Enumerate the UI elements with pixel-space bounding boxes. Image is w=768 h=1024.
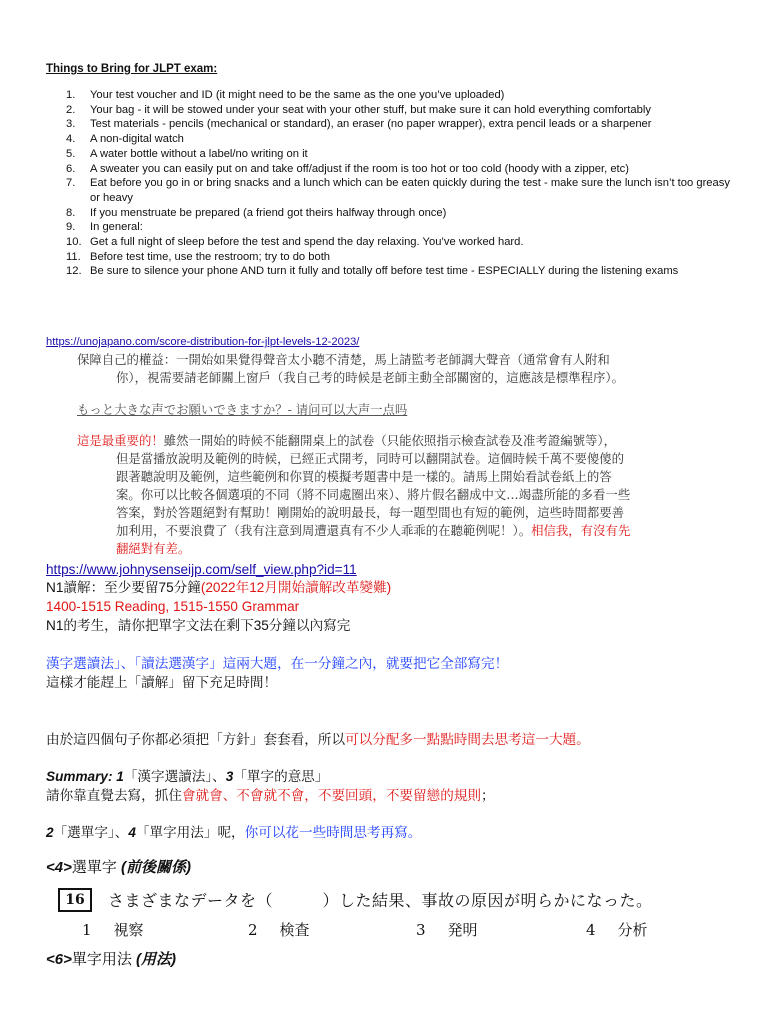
- list-item-text: Your test voucher and ID (it might need to be the same as the one you’ve uploaded): [90, 89, 505, 101]
- summary-line: [46, 768, 329, 785]
- summary-label: Summary:: [46, 769, 113, 784]
- list-item-text: Before test time, use the restroom; try to do both: [90, 250, 331, 263]
- list-item-number: 10.: [66, 236, 82, 249]
- louder-request-phrase: もっと大きな声でお願いできますか？- 请问可以大声一点吗: [77, 402, 408, 417]
- intuition-rule: 會就會、不會就不會，不要回頭，不要留戀的規則: [181, 788, 481, 803]
- n1-reading-time: [46, 579, 391, 596]
- important-line-6-text: 加利用，不要浪費了（我有注意到周遭還真有不少人乖乖的在聽範例呢！）。: [116, 523, 532, 538]
- things-to-bring-list: [46, 88, 736, 279]
- intuition-end: ；: [481, 788, 495, 803]
- important-line-1: 雖然一開始的時候不能翻開桌上的試卷（只能依照指示檢查試卷及准考證編號等），: [163, 433, 616, 448]
- list-item: [46, 88, 736, 103]
- list-item: [46, 235, 736, 250]
- important-line-3: 跟著聽說明及範例，這些範例和你買的模擬考題書中是一樣的。請馬上開始看試卷紙上的答: [116, 469, 612, 484]
- list-item-number: 11.: [66, 250, 81, 263]
- list-item-number: 4.: [66, 133, 76, 146]
- important-paragraph: [77, 432, 727, 558]
- select-advice: 你可以花一些時間思考再寫。: [244, 825, 422, 840]
- list-item-number: 9.: [66, 221, 76, 234]
- list-item: [46, 117, 736, 132]
- four-sentences-note: [46, 731, 590, 748]
- option-text: 発明: [447, 921, 478, 939]
- list-item-text: Be sure to silence your phone AND turn it fully and totally off before test time - ESPECIALLY during the listening exams: [90, 265, 679, 278]
- option-number: 3: [416, 921, 426, 939]
- option-text: 視察: [113, 921, 144, 939]
- question-option: [248, 919, 310, 940]
- unojapano-link[interactable]: https://unojapano.com/score-distribution-for-jlpt-levels-12-2023/: [46, 336, 360, 348]
- important-line-6: [77, 522, 727, 540]
- list-item: [46, 206, 736, 221]
- four-sentences-emphasis: 可以分配多一點點時間去思考這一大題。: [345, 732, 590, 747]
- option-text: 分析: [617, 921, 648, 939]
- question-option: [416, 919, 478, 940]
- intuition-text: 請你靠直覺去寫，抓住: [46, 788, 182, 803]
- rights-line-1: 保障自己的權益：一開始如果覺得聲音太小聽不清楚，馬上請監考老師調大聲音（通常會有人附和: [77, 352, 610, 367]
- summary-num-3: 3: [225, 769, 234, 784]
- reading-time-note: 這樣才能趕上「讀解」留下充足時間！: [46, 675, 278, 690]
- rights-paragraph: [77, 351, 717, 387]
- kanji-section-note: 漢字選讀法」、「讀法選漢字」這兩大題，在一分鐘之內，就要把它全部寫完！: [46, 656, 509, 671]
- page-title: Things to Bring for JLPT exam:: [46, 63, 218, 75]
- question-option: [586, 919, 648, 940]
- select-num-2: 2: [46, 825, 54, 840]
- list-item-text: Test materials - pencils (mechanical or standard), an eraser (no paper wrapper), extra pencil leads or a sharpener: [90, 118, 652, 131]
- section-heading-6: [46, 948, 176, 969]
- important-line-2: 但是當播放說明及範例的時候，已經正式開考，同時可以翻開試卷。這個時候千萬不要傻傻的: [116, 451, 625, 466]
- list-item: [46, 220, 736, 235]
- time-schedule: 1400-1515 Reading, 1515-1550 Grammar: [46, 599, 300, 614]
- list-item-text: A sweater you can easily put on and take off/adjust if the room is too hot or too cold (hoody with a zipper, etc): [90, 162, 629, 175]
- summary-num-1: 1: [116, 769, 124, 784]
- rights-line-2: 你），視需要請老師關上窗戶（我自己考的時候是老師主動全部關窗的，這應該是標準程序）。: [116, 370, 625, 385]
- list-item-number: 7.: [66, 177, 76, 190]
- important-line-5: 答案，對於答題絕對有幫助！剛開始的說明最長，每一題型間也有短的範例，這些時間都要善: [116, 505, 625, 520]
- question-option: [82, 919, 144, 940]
- question-number: 16: [58, 888, 92, 912]
- list-item: [46, 132, 736, 147]
- select-part-4: 「單字用法」呢，: [135, 825, 245, 840]
- list-item-text: Your bag - it will be stowed under your seat with your other stuff, but make sure it can hold everything comfortably: [90, 103, 651, 116]
- important-label: 這是最重要的！: [77, 433, 164, 448]
- section-6-marker: <6>: [46, 951, 72, 968]
- list-item: [46, 176, 736, 205]
- select-word-line: [46, 824, 421, 841]
- four-sentences-text: 由於這四個句子你都必須把「方針」套套看，所以: [46, 732, 346, 747]
- list-item: [46, 264, 736, 279]
- select-num-4: 4: [128, 825, 136, 840]
- select-part-2: 「選單字」、: [53, 825, 129, 840]
- section-6-subtitle: (用法): [131, 951, 177, 968]
- question-image: [46, 884, 726, 946]
- trust-me-text-end: 翻絕對有差。: [116, 541, 191, 556]
- johnysensei-link[interactable]: https://www.johnysenseijp.com/self_view.php?id=11: [46, 562, 357, 577]
- list-item-text: A water bottle without a label/no writing on it: [90, 147, 308, 160]
- list-item-number: 12.: [66, 265, 82, 278]
- list-item-number: 5.: [66, 147, 76, 160]
- section-heading-4: [46, 856, 191, 877]
- list-item-number: 8.: [66, 206, 76, 219]
- list-item: [46, 103, 736, 118]
- n1-candidate-note: N1的考生，請你把單字文法在剩下35分鐘以內寫完: [46, 618, 351, 633]
- section-4-title: 選單字: [71, 859, 117, 876]
- list-item-text: If you menstruate be prepared (a friend got theirs halfway through once): [90, 206, 447, 219]
- section-4-subtitle: (前後關係): [116, 859, 192, 876]
- important-line-4: 案。你可以比較各個選項的不同（將不同處圈出來）、將片假名翻成中文…竭盡所能的多看一些: [116, 487, 631, 502]
- summary-part-3: 「單字的意思」: [233, 769, 329, 784]
- list-item: [46, 250, 736, 265]
- question-text: さまざまなデータを（ ）した結果、事故の原因が明らかになった。: [108, 891, 653, 910]
- list-item-text: In general:: [90, 221, 143, 234]
- option-text: 検査: [279, 921, 310, 939]
- list-item-number: 1.: [66, 89, 76, 101]
- list-item-text: Get a full night of sleep before the test and spend the day relaxing. You’ve worked hard.: [90, 236, 524, 249]
- list-item-number: 2.: [66, 103, 76, 116]
- trust-me-text: 相信我，有沒有先: [531, 523, 631, 538]
- summary-part-1: 「漢字選讀法」、: [123, 769, 226, 784]
- option-number: 2: [248, 921, 258, 939]
- option-number: 1: [82, 921, 92, 939]
- n1-reform-note: (2022年12月開始讀解改革變難): [200, 580, 392, 595]
- section-6-title: 單字用法: [71, 951, 132, 968]
- list-item: [46, 147, 736, 162]
- list-item-text: A non-digital watch: [90, 133, 184, 146]
- intuition-line: [46, 787, 495, 804]
- list-item-number: 3.: [66, 118, 76, 131]
- n1-reading-text: N1讀解：至少要留75分鐘: [46, 580, 201, 595]
- option-number: 4: [586, 921, 596, 939]
- list-item: [46, 162, 736, 177]
- section-4-marker: <4>: [46, 859, 72, 876]
- list-item-text: Eat before you go in or bring snacks and a lunch which can be eaten quickly during the test - make sure the lunch isn’t too greasy or heavy: [90, 177, 730, 204]
- list-item-number: 6.: [66, 162, 76, 175]
